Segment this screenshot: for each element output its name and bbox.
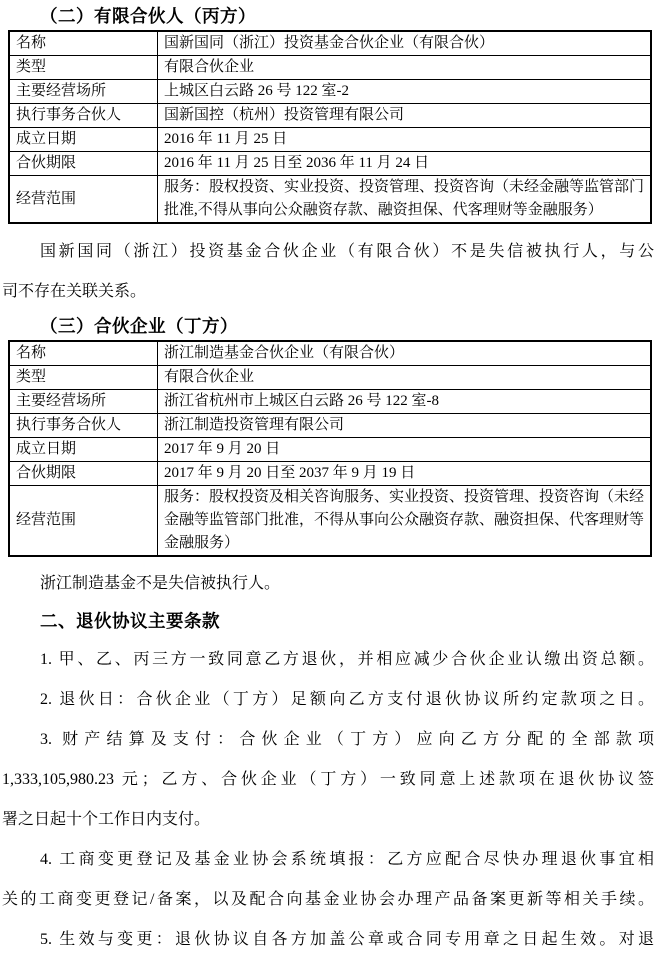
field-label-cell: 经营范围 xyxy=(9,486,158,557)
term-item-3-line: 3. 财产结算及支付：合伙企业（丁方）应向乙方分配的全部款项 xyxy=(40,731,654,748)
field-value-cell: 国新国同（浙江）投资基金合伙企业（有限合伙） xyxy=(158,31,652,56)
table-row xyxy=(9,462,651,486)
partnership-note-paragraph xyxy=(2,564,654,604)
section-heading-withdrawal-terms: 二、退伙协议主要条款 xyxy=(40,611,220,631)
section-heading-limited-partner: （二）有限合伙人（丙方） xyxy=(40,6,256,26)
field-label-cell: 合伙期限 xyxy=(9,152,158,176)
term-item-4-line: 关的工商变更登记/备案，以及配合向基金业协会办理产品备案更新等相关手续。 xyxy=(2,891,654,908)
table-row xyxy=(9,31,651,56)
term-item-3-line: 1,333,105,980.23 元；乙方、合伙企业（丁方）一致同意上述款项在退伙协议签 xyxy=(2,771,654,788)
table-row xyxy=(9,176,651,224)
field-label-cell: 成立日期 xyxy=(9,438,158,462)
limited-partner-note-paragraph xyxy=(2,232,654,312)
term-item-1-line: 1. 甲、乙、丙三方一致同意乙方退伙，并相应减少合伙企业认缴出资总额。 xyxy=(40,651,654,668)
section-heading-partnership: （三）合伙企业（丁方） xyxy=(40,316,238,336)
field-value-cell: 服务：股权投资及相关咨询服务、实业投资、投资管理、投资咨询（未经金融等监管部门批准，不得从事向公众融资存款、融资担保、代客理财等金融服务） xyxy=(158,486,652,557)
field-value-cell: 有限合伙企业 xyxy=(158,366,652,390)
limited-partner-info-table xyxy=(8,30,652,224)
field-value-cell: 服务：股权投资、实业投资、投资管理、投资咨询（未经金融等监管部门批准,不得从事向公众融资存款、融资担保、代客理财等金融服务） xyxy=(158,176,652,224)
field-label-cell: 执行事务合伙人 xyxy=(9,104,158,128)
table-row xyxy=(9,128,651,152)
table-row xyxy=(9,80,651,104)
term-item-4-line: 4. 工商变更登记及基金业协会系统填报：乙方应配合尽快办理退伙事宜相 xyxy=(40,851,654,868)
table-row xyxy=(9,366,651,390)
table-row xyxy=(9,152,651,176)
field-label-cell: 经营范围 xyxy=(9,176,158,224)
field-label-cell: 主要经营场所 xyxy=(9,390,158,414)
field-label-cell: 执行事务合伙人 xyxy=(9,414,158,438)
paragraph-line: 国新国同（浙江）投资基金合伙企业（有限合伙）不是失信被执行人，与公 xyxy=(40,243,654,260)
table-row xyxy=(9,486,651,557)
field-label-cell: 合伙期限 xyxy=(9,462,158,486)
field-label-cell: 主要经营场所 xyxy=(9,80,158,104)
field-value-cell: 2017 年 9 月 20 日至 2037 年 9 月 19 日 xyxy=(158,462,652,486)
field-value-cell: 2017 年 9 月 20 日 xyxy=(158,438,652,462)
term-item-5-line: 5. 生效与变更：退伙协议自各方加盖公章或合同专用章之日起生效。对退 xyxy=(40,931,654,948)
table-row xyxy=(9,341,651,366)
field-value-cell: 2016 年 11 月 25 日至 2036 年 11 月 24 日 xyxy=(158,152,652,176)
table-row xyxy=(9,390,651,414)
field-label-cell: 名称 xyxy=(9,341,158,366)
field-value-cell: 2016 年 11 月 25 日 xyxy=(158,128,652,152)
field-value-cell: 国新国控（杭州）投资管理有限公司 xyxy=(158,104,652,128)
table-row xyxy=(9,414,651,438)
term-item-2-line: 2. 退伙日：合伙企业（丁方）足额向乙方支付退伙协议所约定款项之日。 xyxy=(40,691,654,708)
field-label-cell: 名称 xyxy=(9,31,158,56)
term-item-3-line: 署之日起十个工作日内支付。 xyxy=(2,811,211,828)
field-label-cell: 成立日期 xyxy=(9,128,158,152)
field-label-cell: 类型 xyxy=(9,366,158,390)
partnership-info-table xyxy=(8,340,652,557)
field-value-cell: 浙江制造基金合伙企业（有限合伙） xyxy=(158,341,652,366)
field-value-cell: 上城区白云路 26 号 122 室-2 xyxy=(158,80,652,104)
paragraph-line: 司不存在关联关系。 xyxy=(2,283,147,300)
field-value-cell: 浙江制造投资管理有限公司 xyxy=(158,414,652,438)
table-row xyxy=(9,104,651,128)
field-value-cell: 浙江省杭州市上城区白云路 26 号 122 室-8 xyxy=(158,390,652,414)
terms-list xyxy=(2,640,654,960)
table-row xyxy=(9,438,651,462)
table-row xyxy=(9,56,651,80)
paragraph-line: 浙江制造基金不是失信被执行人。 xyxy=(40,575,281,592)
field-label-cell: 类型 xyxy=(9,56,158,80)
field-value-cell: 有限合伙企业 xyxy=(158,56,652,80)
